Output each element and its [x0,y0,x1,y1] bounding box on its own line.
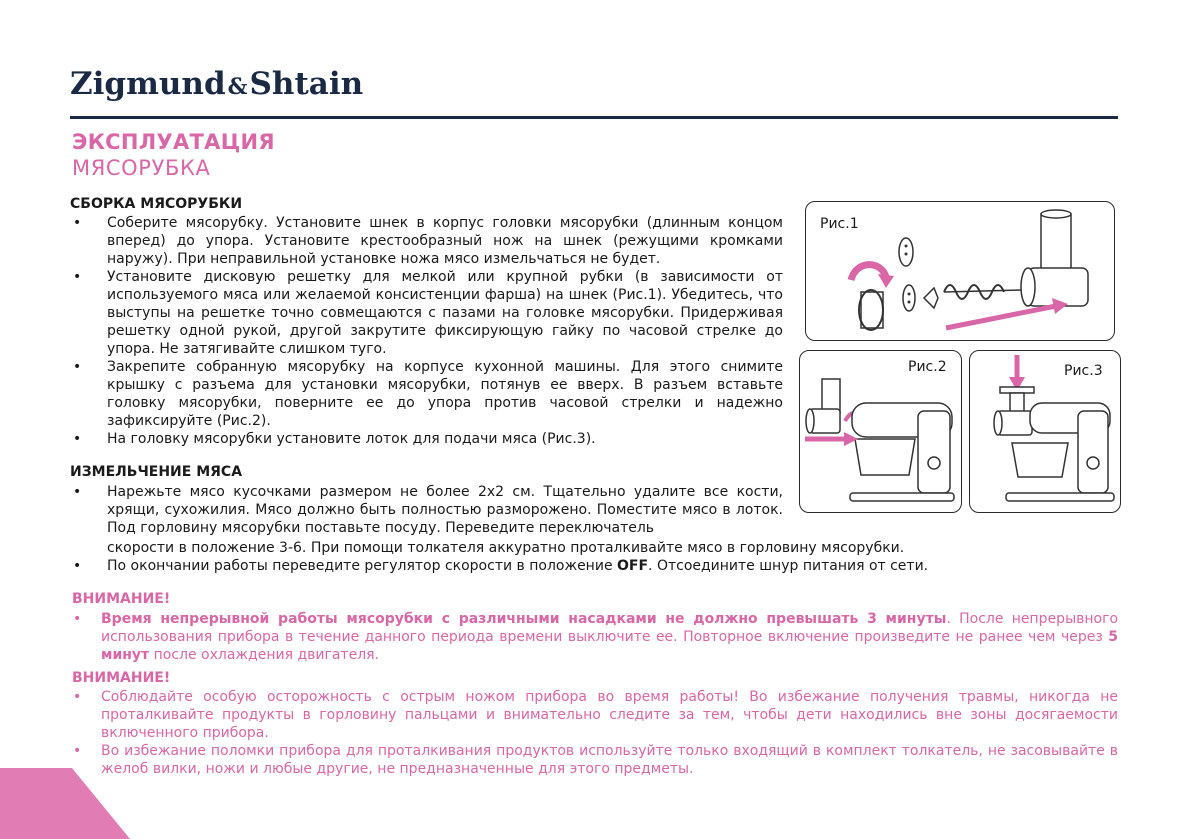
assembly-item-4: На головку мясорубки установите лоток для подачи мяса (Рис.3). [107,431,596,447]
bullet: • [73,269,82,285]
bullet: • [73,215,82,231]
list-item [70,742,1118,778]
list-item [70,483,783,537]
grinder-parts-illustration [806,202,1114,340]
warning-1-list [70,610,1118,664]
assembly-item-2: Установите дисковую решетку для мелкой или крупной рубки (в зависимости от используемого мяса или желаемой консистенции фарша) на шнек (Рис.1). Убедитесь, что выступы на решетке точно совмещаются с пазами на головке мясорубки. Придерживая решетку одной рукой, другой закрутите фиксирующую гайку по часовой стрелке до упора. Не затягивайте слишком туго. [107,269,783,357]
figure-2-label: Рис.2 [908,359,947,375]
off-label: OFF [617,558,649,574]
list-item [70,610,1118,664]
brand-logo [70,66,363,102]
mixer-install-illustration [800,351,961,512]
figure-1 [805,201,1115,341]
mincing-list-a [70,483,783,537]
mincing-item-1b: скорости в положение 3-6. При помощи толкателя аккуратно проталкивайте мясо в горловину мясорубки. [107,540,905,556]
warning-1-time: 5 минут [101,629,1118,663]
header-rule [70,116,1118,119]
figure-1-label: Рис.1 [820,216,859,232]
list-item [70,358,783,430]
mincing-heading: ИЗМЕЛЬЧЕНИЕ МЯСА [70,464,243,480]
page-subtitle: МЯСОРУБКА [72,156,211,180]
list-item [70,557,1118,575]
page-title: ЭКСПЛУАТАЦИЯ [72,130,275,154]
brand-name-right: Shtain [249,66,364,102]
list-item [70,430,783,448]
figure-3 [969,350,1121,513]
brand-amp: & [227,74,248,100]
assembly-item-1: Соберите мясорубку. Установите шнек в корпус головки мясорубки (длинным концом вперед) до упора. Установите крестообразный нож на шнек (режущими кромками наружу). При неправильной установке ножа мясо измельчаться не будет. [107,215,783,267]
bullet: • [73,689,82,705]
bullet: • [73,743,82,759]
assembly-list [70,214,783,448]
warning-2-item-2: Во избежание поломки прибора для проталкивания продуктов используйте только входящий в комплект толкатель, не засовывайте в желоб вилки, ножи и любые другие, не предназначенные для этого предметы. [101,743,1118,777]
bullet: • [73,484,82,500]
mincing-item-1a: Нарежьте мясо кусочками размером не более 2х2 см. Тщательно удалите все кости, хрящи, сухожилия. Мясо должно быть полностью разморожено. Поместите мясо в лоток. Под горловину мясорубки поставьте посуду. Переведите переключатель [107,484,783,536]
tray-install-illustration [970,351,1120,512]
bullet: • [73,359,82,375]
warning-1-bold: Время непрерывной работы мясорубки с различными насадками не должно превышать 3 минуты [101,611,947,627]
list-item [70,214,783,268]
assembly-item-3: Закрепите собранную мясорубку на корпусе кухонной машины. Для этого снимите крышку с разъема для установки мясорубки, потянув ее вверх. В разъем вставьте головку мясорубки, поверните ее до упора против часовой стрелки и надежно зафиксируйте (Рис.2). [107,359,783,429]
list-item [70,268,783,358]
brand-name-left: Zigmund [70,66,226,102]
warning-heading-1: ВНИМАНИЕ! [72,591,171,607]
warning-1-text: . После непрерывного использования прибора в течение данного периода времени выключите ее. Повторное включение произведите не ранее чем через [101,611,1119,645]
mincing-item-2-a: По окончании работы переведите регулятор скорости в положение [107,558,618,574]
figure-3-label: Рис.3 [1064,363,1103,379]
list-item [70,688,1118,742]
warning-1-end: после охлаждения двигателя. [149,647,380,663]
warning-2-list [70,688,1118,778]
bullet: • [73,431,82,447]
warning-heading-2: ВНИМАНИЕ! [72,670,171,686]
mincing-list-b [70,539,1118,575]
bullet: • [73,558,82,574]
corner-decoration [0,768,130,839]
figure-2 [799,350,962,513]
warning-2-item-1: Соблюдайте особую осторожность с острым ножом прибора во время работы! Во избежание получения травмы, никогда не проталкивайте продукты в горловину пальцами и внимательно следите за тем, чтобы дети находились вне зоны досягаемости включенного прибора. [101,689,1118,741]
mincing-item-2-b: . Отсоедините шнур питания от сети. [648,558,929,574]
bullet: • [73,611,82,627]
assembly-heading: СБОРКА МЯСОРУБКИ [70,196,243,212]
